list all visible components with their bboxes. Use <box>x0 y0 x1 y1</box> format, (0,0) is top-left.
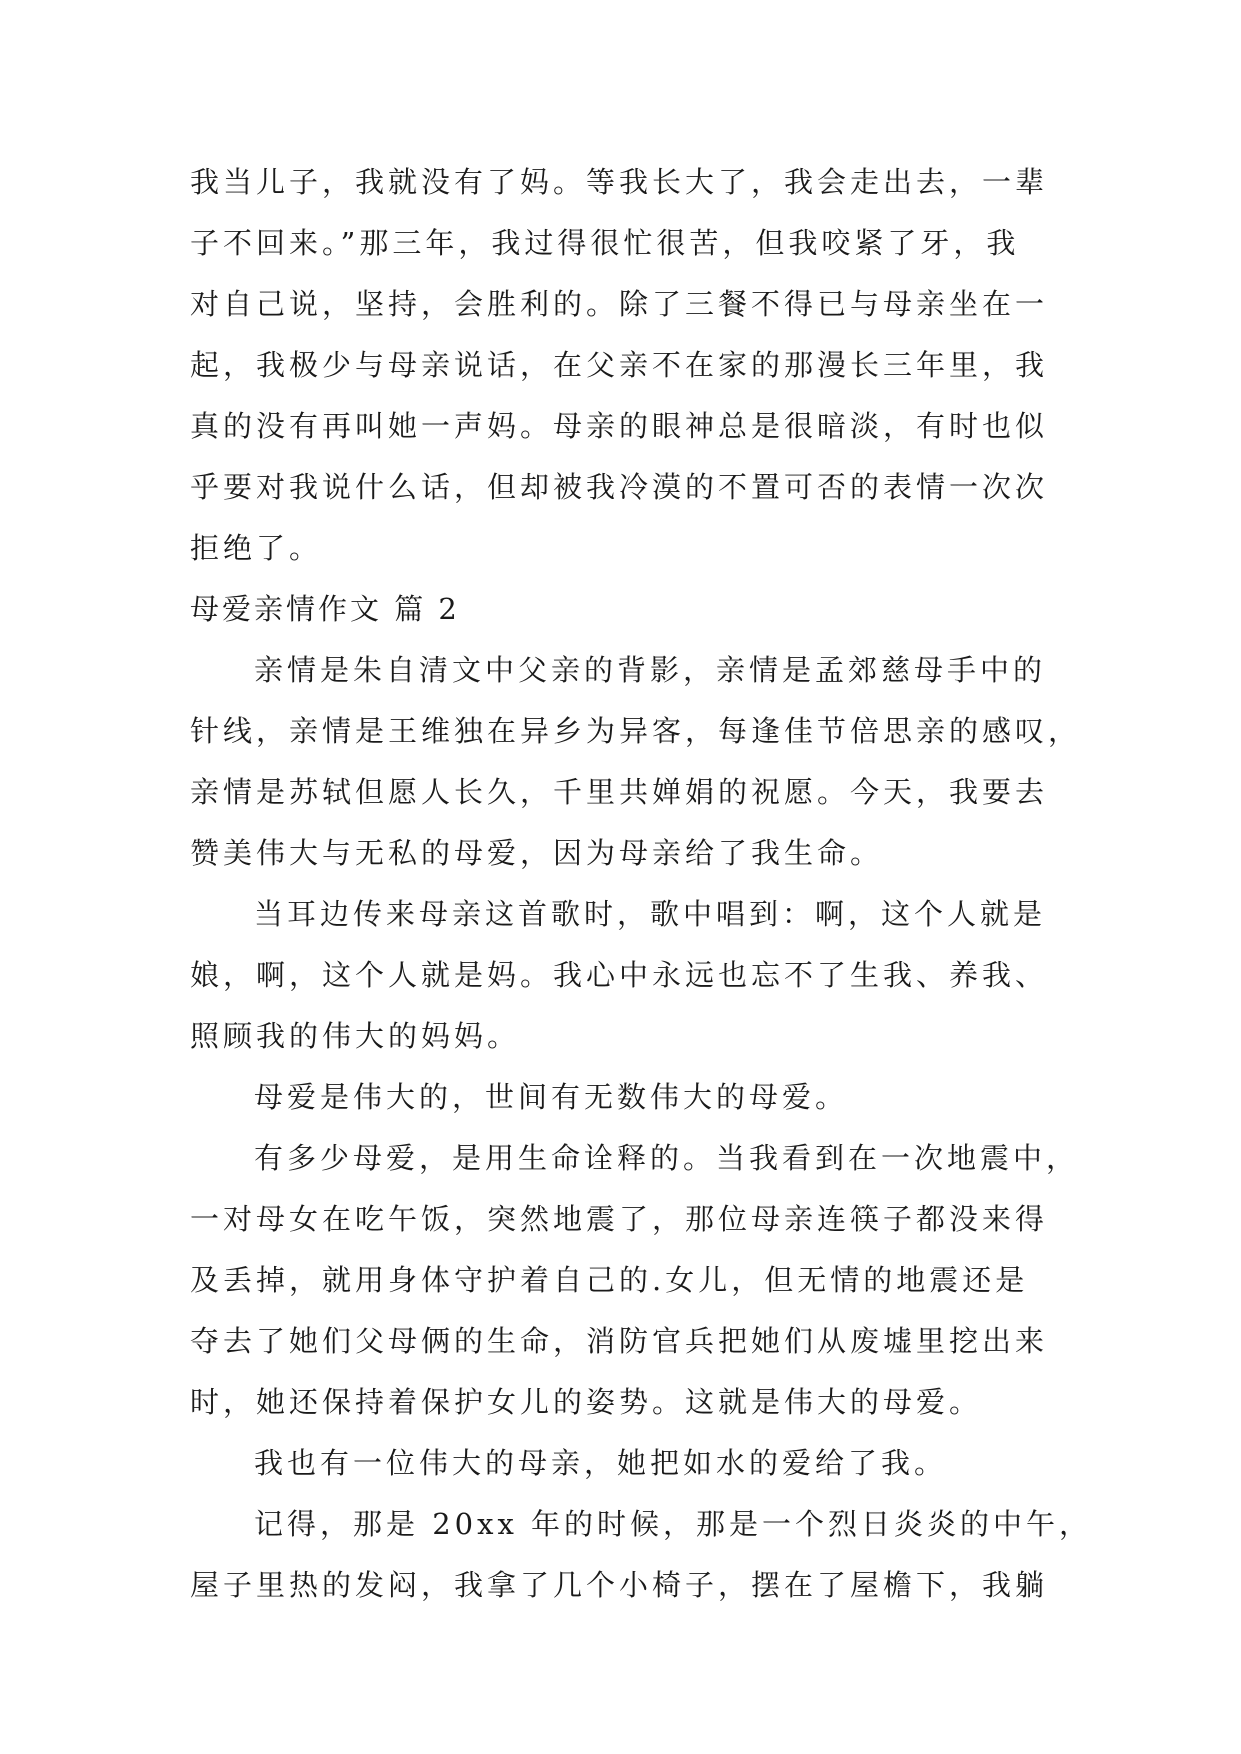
text-line: 母爱是伟大的，世间有无数伟大的母爱。 <box>254 1080 849 1114</box>
text-line: 针线，亲情是王维独在异乡为异客，每逢佳节倍思亲的感叹， <box>190 714 1082 748</box>
text-line: 亲情是苏轼但愿人长久，千里共婵娟的祝愿。今天，我要去 <box>190 775 1049 809</box>
text-line: 真的没有再叫她一声妈。母亲的眼神总是很暗淡，有时也似 <box>190 409 1049 443</box>
text-line: 起，我极少与母亲说话，在父亲不在家的那漫长三年里，我 <box>190 348 1049 382</box>
paragraph <box>190 884 1060 1067</box>
text-line: 有多少母爱，是用生命诠释的。当我看到在一次地震中， <box>254 1141 1080 1175</box>
text-line: 屋子里热的发闷，我拿了几个小椅子，摆在了屋檐下，我躺 <box>190 1568 1049 1602</box>
text-line: 乎要对我说什么话，但却被我冷漠的不置可否的表情一次次 <box>190 470 1049 504</box>
text-line: 夺去了她们父母俩的生命，消防官兵把她们从废墟里挖出来 <box>190 1324 1049 1358</box>
text-line: 我也有一位伟大的母亲，她把如水的爱给了我。 <box>254 1446 948 1480</box>
text-line: 一对母女在吃午饭，突然地震了，那位母亲连筷子都没来得 <box>190 1202 1049 1236</box>
text-line: 拒绝了。 <box>190 531 323 565</box>
text-line: 时，她还保持着保护女儿的姿势。这就是伟大的母爱。 <box>190 1385 983 1419</box>
text-line: 娘，啊，这个人就是妈。我心中永远也忘不了生我、养我、 <box>190 958 1049 992</box>
text-line: 当耳边传来母亲这首歌时，歌中唱到：啊，这个人就是 <box>254 897 1047 931</box>
section-heading: 母爱亲情作文 篇 2 <box>190 592 460 626</box>
paragraph <box>190 1128 1080 1433</box>
text-line: 照顾我的伟大的妈妈。 <box>190 1019 521 1053</box>
text-line: 记得，那是 20xx 年的时候，那是一个烈日炎炎的中午， <box>254 1507 1093 1541</box>
paragraph <box>190 1067 1060 1128</box>
document-body <box>190 152 1093 1616</box>
text-line: 对自己说，坚持，会胜利的。除了三餐不得已与母亲坐在一 <box>190 287 1049 321</box>
text-line: 我当儿子，我就没有了妈。等我长大了，我会走出去，一辈 <box>190 165 1049 199</box>
paragraph <box>190 640 1082 884</box>
text-line: 及丢掉，就用身体守护着自己的.女儿，但无情的地震还是 <box>190 1263 1029 1297</box>
paragraph <box>190 1433 1060 1494</box>
text-line: 赞美伟大与无私的母爱，因为母亲给了我生命。 <box>190 836 884 870</box>
paragraph <box>190 1494 1093 1616</box>
text-line: 亲情是朱自清文中父亲的背影，亲情是孟郊慈母手中的 <box>254 653 1047 687</box>
text-line: 子不回来。”那三年，我过得很忙很苦，但我咬紧了牙，我 <box>190 226 1020 260</box>
